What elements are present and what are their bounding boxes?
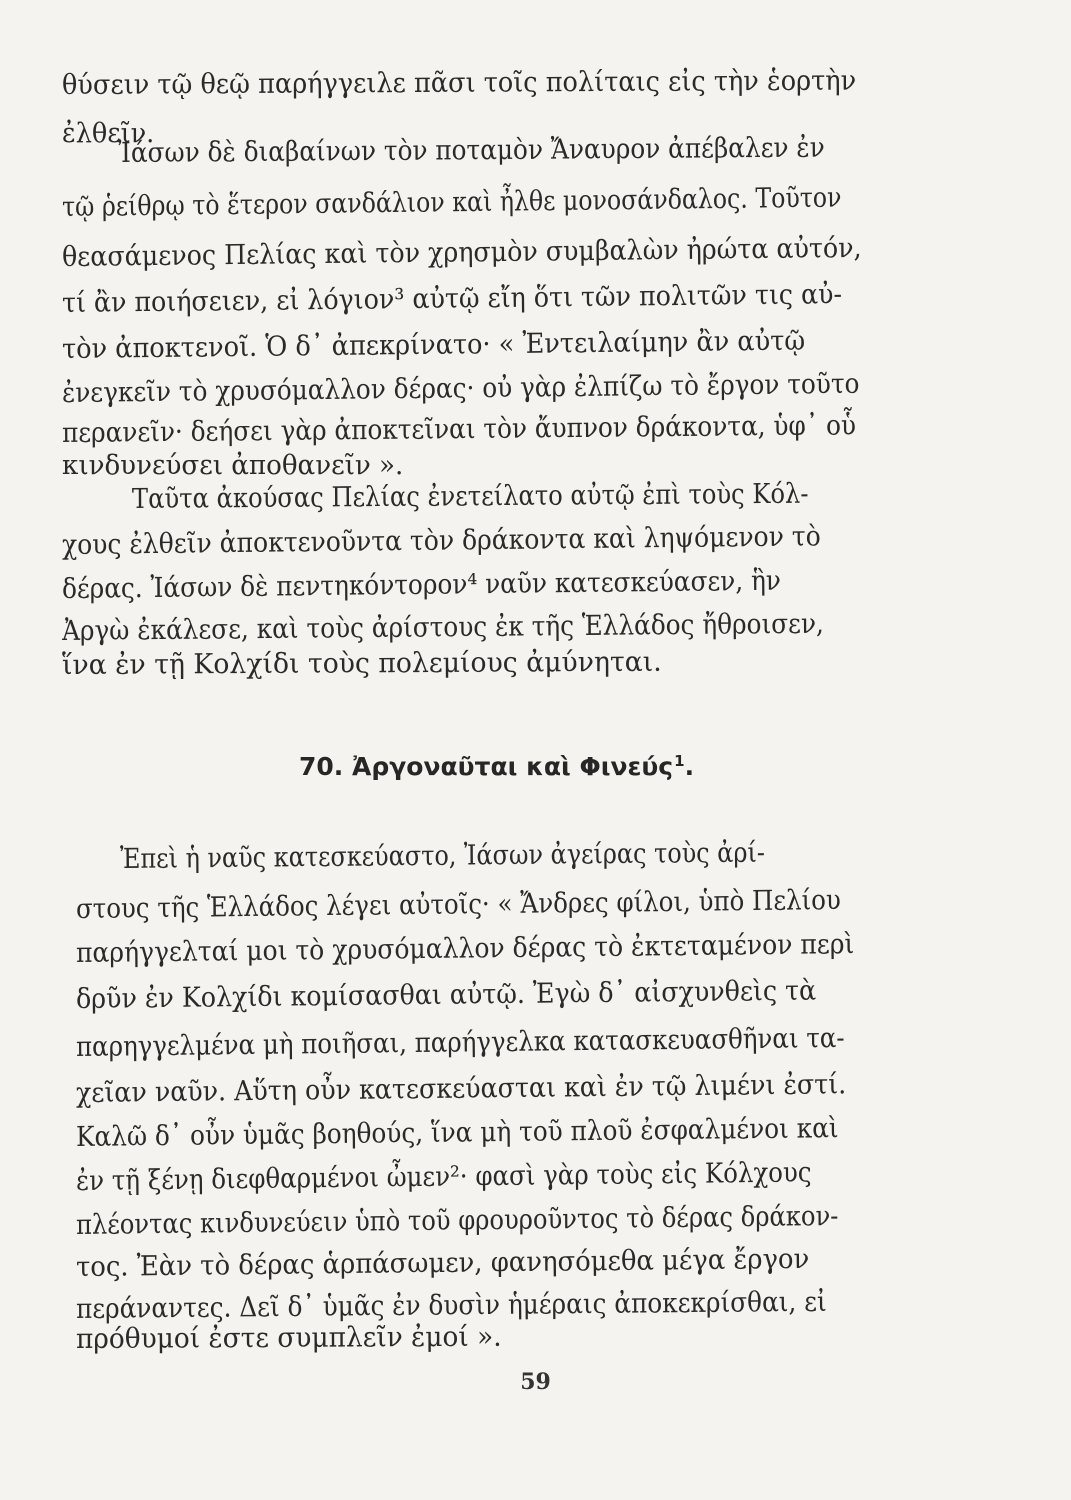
text-line: ἐλθεῖν. [62, 117, 155, 149]
text-line: τῷ ῥείθρῳ τὸ ἕτερον σανδάλιον καὶ ἦλθε μονοσάνδαλος. Τοῦτον [61, 181, 842, 223]
text-line: χεῖαν ναῦν. Αὕτη οὖν κατεσκεύασται καὶ ἐν τῷ λιμένι ἐστί. [75, 1068, 847, 1109]
text-line: παρηγγελμένα μὴ ποιῆσαι, παρήγγελκα κατασκευασθῆναι τα- [75, 1021, 845, 1063]
text-line: τί ἂν ποιήσειεν, εἰ λόγιον³ αὐτῷ εἴη ὅτι τῶν πολιτῶν τις αὐ- [61, 278, 843, 319]
page-number: 59 [520, 1369, 551, 1395]
section-title: 70. Ἀργοναῦται καὶ Φινεύς [299, 752, 674, 781]
text-line: Καλῶ δ᾽ οὖν ὑμᾶς βοηθούς, ἵνα μὴ τοῦ πλοῦ ἐσφαλμένοι καὶ [75, 1112, 839, 1153]
text-line: κινδυνεύσει ἀποθανεῖν ». [62, 449, 404, 481]
text-line: θύσειν τῷ θεῷ παρήγγειλε πᾶσι τοῖς πολίταις εἰς τὴν ἑορτὴν [61, 64, 857, 101]
footnote-mark: 1 [674, 752, 685, 770]
text-line: Ἐπεὶ ἡ ναῦς κατεσκεύαστο, Ἰάσων ἀγείρας τοὺς ἀρί- [119, 836, 766, 875]
text-line: Ἀργὼ ἐκάλεσε, καὶ τοὺς ἀρίστους ἐκ τῆς Ἑλλάδος ἤθροισεν, [61, 607, 824, 647]
text-line: τος. Ἐὰν τὸ δέρας ἁρπάσωμεν, φανησόμεθα μέγα ἔργον [75, 1242, 810, 1283]
text-line: ἵνα ἐν τῇ Κολχίδι τοὺς πολεμίους ἀμύνηται. [61, 645, 662, 681]
text-line: πρόθυμοί ἐστε συμπλεῖν ἐμοί ». [75, 1320, 502, 1355]
text-line: δέρας. Ἰάσων δὲ πεντηκόντορον⁴ ναῦν κατεσκεύασεν, ἣν [61, 564, 782, 605]
section-heading [299, 752, 694, 781]
text-line: τὸν ἀποκτενοῖ. Ὁ δ᾽ ἀπεκρίνατο· « Ἐντειλαίμην ἂν αὐτῷ [61, 324, 806, 365]
heading-period: . [684, 752, 695, 781]
text-line: πλέοντας κινδυνεύειν ὑπὸ τοῦ φρουροῦντος τὸ δέρας δράκον- [75, 1199, 839, 1241]
text-line: περανεῖν· δεήσει γὰρ ἀποκτεῖναι τὸν ἄυπνον δράκοντα, ὑφ᾽ οὗ [61, 409, 857, 449]
text-line: δρῦν ἐν Κολχίδι κομίσασθαι αὐτῷ. Ἐγὼ δ᾽ αἰσχυνθεὶς τὰ [75, 974, 817, 1015]
text-line: ἐνεγκεῖν τὸ χρυσόμαλλον δέρας· οὐ γὰρ ἐλπίζω τὸ ἔργον τοῦτο [61, 367, 860, 409]
text-line: στους τῆς Ἑλλάδος λέγει αὐτοῖς· « Ἄνδρες φίλοι, ὑπὸ Πελίου [75, 884, 841, 925]
text-line: θεασάμενος Πελίας καὶ τὸν χρησμὸν συμβαλὼν ἠρώτα αὐτόν, [61, 231, 862, 273]
text-line: περάναντες. Δεῖ δ᾽ ὑμᾶς ἐν δυσὶν ἡμέραις ἀποκεκρίσθαι, εἰ [75, 1285, 827, 1325]
text-line: Ἰάσων δὲ διαβαίνων τὸν ποταμὸν Ἄναυρον ἀπέβαλεν ἐν [117, 131, 825, 169]
text-line: Ταῦτα ἀκούσας Πελίας ἐνετείλατο αὐτῷ ἐπὶ τοὺς Κόλ- [131, 477, 809, 515]
text-line: χους ἐλθεῖν ἀποκτενοῦντα τὸν δράκοντα καὶ ληψόμενον τὸ [61, 520, 821, 561]
text-line: παρήγγελταί μοι τὸ χρυσόμαλλον δέρας τὸ ἐκτεταμένον περὶ [75, 928, 855, 969]
text-line: ἐν τῇ ξένῃ διεφθαρμένοι ὦμεν²· φασὶ γὰρ τοὺς εἰς Κόλχους [75, 1156, 812, 1197]
